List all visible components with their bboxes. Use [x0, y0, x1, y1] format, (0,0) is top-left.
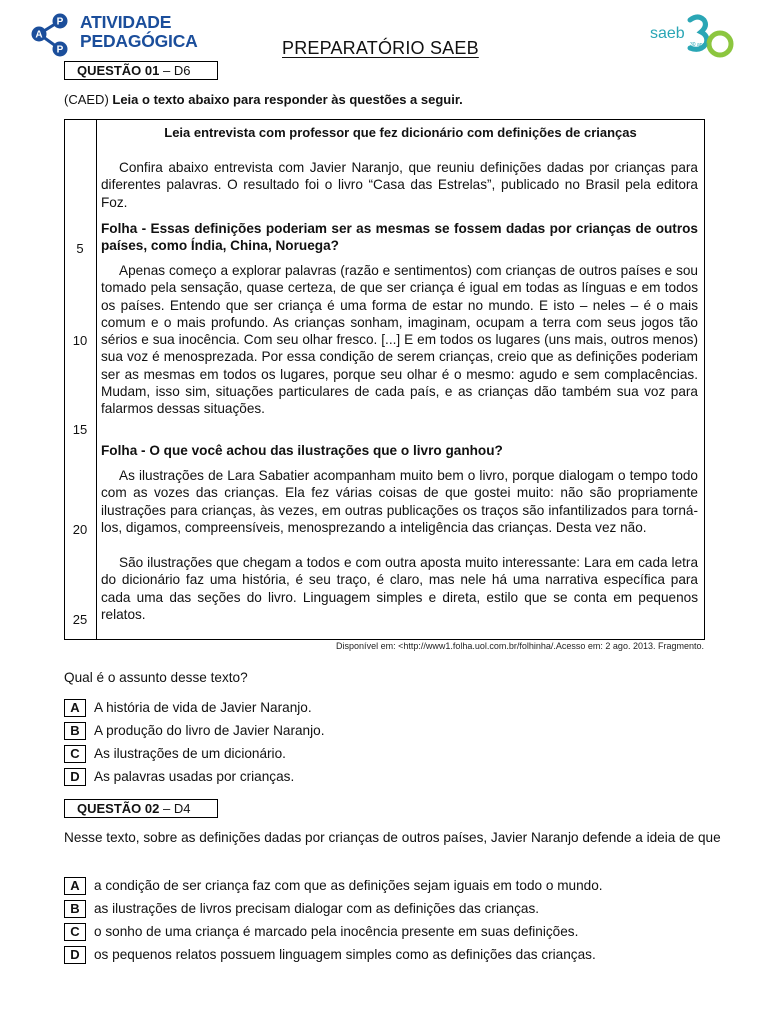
question-01-text: Qual é o assunto desse texto? — [64, 670, 248, 685]
option-text: os pequenos relatos possuem linguagem simples como as definições das crianças. — [94, 947, 596, 962]
saeb-wordmark: saeb — [650, 25, 685, 42]
option-text: as ilustrações de livros precisam dialogar com as definições das crianças. — [94, 901, 540, 916]
question-01-descriptor: – D6 — [159, 63, 191, 78]
option-letter-d: D — [64, 946, 86, 964]
paragraph-answer-1: Apenas começo a explorar palavras (razão e sentimentos) com crianças de outros países e sou tomado pela sensação, quase certeza, de que ser criança é igual em todas as línguas e em todos os países. Entendo que ser criança é uma forma de estar no mundo. E isto – neles – é o mais comum e o mais profundo. As crianças sonham, imaginam, ocupam a terra com seus jogos tão sérios e sua inocência. Com seu olhar fresco. [...] E em todos os lugares (uns mais, outros menos) sua voz é menosprezada. Por essa condição de serem crianças, creio que as definições poderiam ser as mesmas em todos os lugares, porque seu olhar é o mesmo: agudo e sem complacências. Mudam, isso sim, situações particulares de cada país, e as crianças dão também sua voz para falarmos dessas situações. — [101, 263, 698, 417]
line-number-5: 5 — [76, 241, 84, 256]
paragraph-answer-2b: São ilustrações que chegam a todos e com outra aposta muito interessante: Lara em cada letra do dicionário faz uma história, é seu traço, é claro, mas nele há uma narrativa específica para cada uma das seções do livro. Linguagem simples e direta, estilo que se conta em pequenos relatos. — [101, 555, 698, 622]
option-text: As ilustrações de um dicionário. — [94, 746, 286, 761]
question-02-label: QUESTÃO 02 — [77, 801, 160, 816]
question-01-label: QUESTÃO 01 — [77, 63, 160, 78]
logo-letter-top: P — [56, 16, 64, 28]
option-letter-a: A — [64, 699, 86, 717]
line-number-divider — [96, 120, 97, 639]
option-letter-a: A — [64, 877, 86, 895]
logo-letter-bottom: P — [56, 44, 64, 56]
question-02-tag — [64, 799, 218, 818]
question-01-option-a[interactable] — [64, 698, 312, 717]
option-letter-b: B — [64, 900, 86, 918]
question-02-option-d[interactable] — [64, 945, 596, 964]
question-01-option-b[interactable] — [64, 721, 324, 740]
question-02-text: Nesse texto, sobre as definições dadas por crianças de outros países, Javier Naranjo defende a ideia de que — [64, 830, 721, 845]
line-number-25: 25 — [72, 612, 88, 627]
paragraph-intro: Confira abaixo entrevista com Javier Naranjo, que reuniu definições dadas por crianças para diferentes palavras. O resultado foi o livro “Casa das Estrelas”, publicado no Brasil pela editora Foz. — [101, 160, 698, 210]
reading-text-box — [64, 119, 705, 640]
option-letter-d: D — [64, 768, 86, 786]
question-01-tag — [64, 61, 218, 80]
option-text: As palavras usadas por crianças. — [94, 769, 295, 784]
option-letter-b: B — [64, 722, 86, 740]
atividade-pedagogica-logo — [30, 12, 210, 62]
option-letter-c: C — [64, 923, 86, 941]
question-01-option-d[interactable] — [64, 767, 294, 786]
question-02-option-c[interactable] — [64, 922, 578, 941]
option-text: o sonho de uma criança é marcado pela inocência presente em suas definições. — [94, 924, 579, 939]
line-number-15: 15 — [72, 422, 88, 437]
network-logo-icon — [30, 12, 74, 58]
question-02-option-a[interactable] — [64, 876, 603, 895]
question-02-option-b[interactable] — [64, 899, 539, 918]
paragraph-question-2: Folha - O que você achou das ilustrações que o livro ganhou? — [101, 443, 503, 458]
instruction-source: (CAED) — [64, 92, 113, 107]
question-02-descriptor: – D4 — [159, 801, 191, 816]
logo-letter-middle: A — [35, 29, 43, 41]
reading-text-title: Leia entrevista com professor que fez dicionário com definições de crianças — [164, 125, 637, 140]
saeb-30-anos-logo — [646, 10, 736, 62]
text-source-citation: Disponível em: <http://www1.folha.uol.com.br/folhinha/.Acesso em: 2 ago. 2013. Fragmento. — [336, 641, 704, 651]
option-text: A produção do livro de Javier Naranjo. — [94, 723, 325, 738]
logo-line-1: ATIVIDADE — [80, 12, 172, 32]
logo-line-2: PEDAGÓGICA — [80, 31, 198, 51]
option-letter-c: C — [64, 745, 86, 763]
paragraph-question-1: Folha - Essas definições poderiam ser as mesmas se fossem dadas por crianças de outros países, como Índia, China, Noruega? — [101, 221, 698, 254]
instruction-text: Leia o texto abaixo para responder às questões a seguir. — [112, 92, 463, 107]
option-text: a condição de ser criança faz com que as definições sejam iguais em todo o mundo. — [94, 878, 603, 893]
reading-instruction — [64, 92, 463, 107]
paragraph-answer-2a: As ilustrações de Lara Sabatier acompanham muito bem o livro, porque dialogam o tempo todo com as vozes das crianças. Ela fez várias coisas de que gostei muito: não são propriamente ilustrações para crianças, às vezes, em outras publicações os traços são infantilizados para torná-los, digamos, compreensíveis, menosprezando a inteligência das crianças. Desta vez não. — [101, 468, 698, 535]
line-number-20: 20 — [72, 522, 88, 537]
page-title: PREPARATÓRIO SAEB — [282, 38, 479, 58]
option-text: A história de vida de Javier Naranjo. — [94, 700, 312, 715]
logo-wordmark — [80, 13, 198, 51]
question-01-option-c[interactable] — [64, 744, 286, 763]
line-number-10: 10 — [72, 333, 88, 348]
saeb-subtitle: 30 anos — [690, 42, 708, 48]
